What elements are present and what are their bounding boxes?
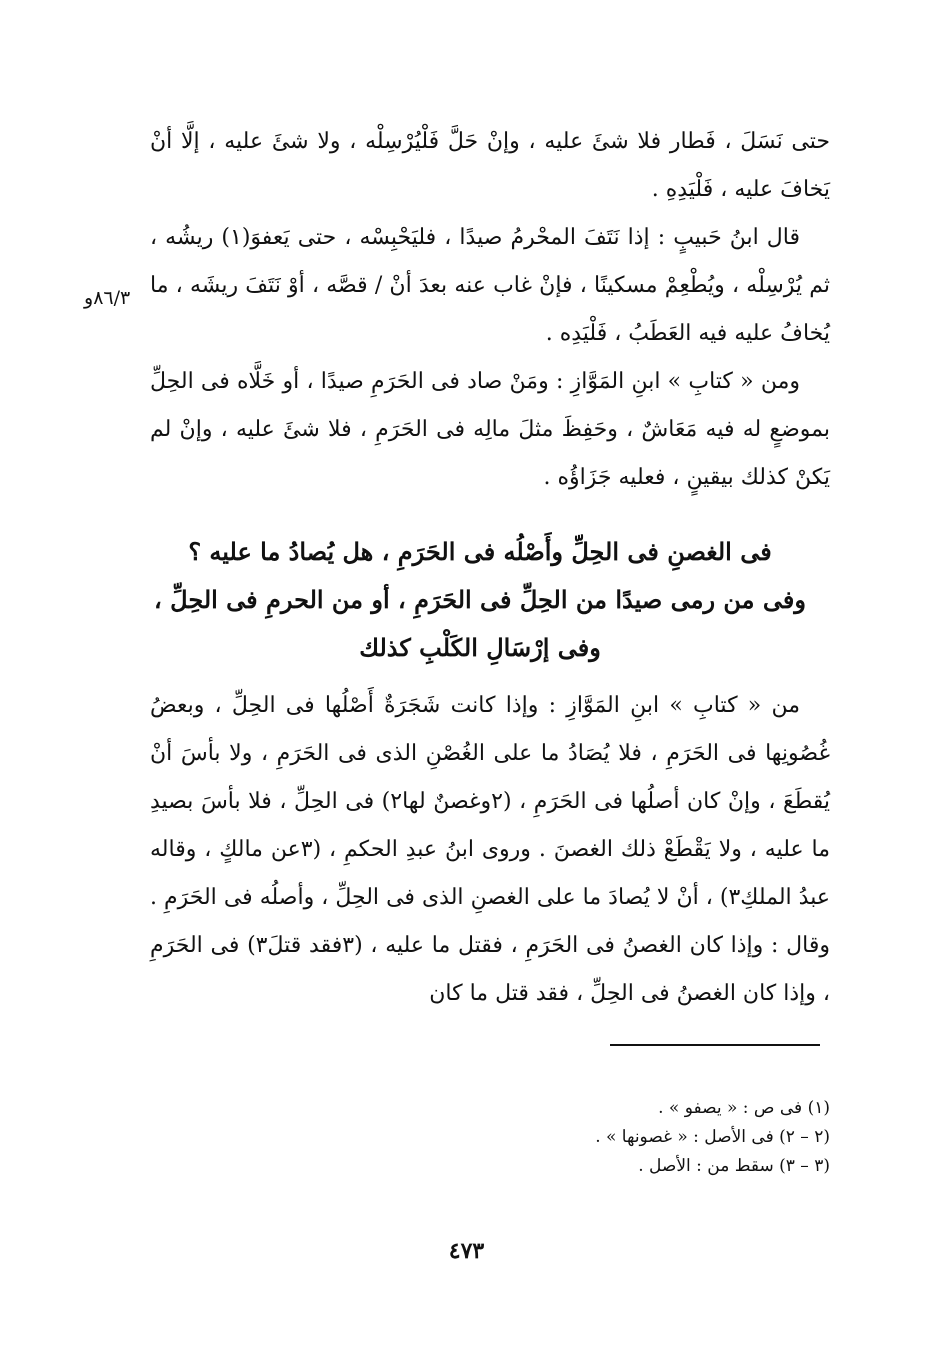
footnotes <box>450 1094 830 1181</box>
paragraph-2: قال ابنُ حَبيبٍ : إذا نَتَفَ المحْرمُ صيدًا ، فليَحْبِسْه ، حتى يَعفوَ(١) ريشُه ، ثم يُرْسِلْه ، ويُطْعِمْ مسكينًا ، فإنْ غاب عنه بعدَ أنْ / قصَّه ، أوْ نَتَفَ ريشَه ، ما يُخافُ عليه فيه العَطَبُ ، فَلْيَدِه . <box>150 225 830 346</box>
body-text-bottom <box>150 682 830 1018</box>
body-text-top <box>150 118 830 502</box>
paragraph-4: من « كتابِ » ابنِ المَوَّازِ : وإذا كانت شَجَرَةٌ أَصْلُها فى الحِلِّ ، وبعضُ غُصُونِها فى الحَرَمِ ، فلا يُصَادُ ما على الغُصْنِ الذى فى الحَرَمِ ، ولا بأسَ أنْ يُقطَعَ ، وإنْ كان أصلُها فى الحَرَمِ ، (٢وغصنٌ لها٢) فى الحِلِّ ، فلا بأسَ بصيدِ ما عليه ، ولا يَقْطَعْ ذلك الغصنَ . وروى ابنُ عبدِ الحكمِ ، (٣عن مالكٍ ، وقاله عبدُ الملكِ٣) ، أنْ لا يُصادَ ما على الغصنِ الذى فى الحِلِّ ، وأصلُه فى الحَرَمِ . وقال : وإذا كان الغصنُ فى الحَرَمِ ، فقتل ما عليه ، (٣فقد قتلَ٣) فى الحَرَمِ ، وإذا كان الغصنُ فى الحِلِّ ، فقد قتل ما كان <box>150 693 830 1006</box>
margin-folio-note: ٨٦/٣و <box>84 287 131 309</box>
heading-line-3: وفى إرْسَالِ الكَلْبِ كذلك <box>359 633 601 662</box>
heading-line-1: فى الغصنِ فى الحِلِّ وأَصْلُه فى الحَرَمِ ، هل يُصادُ ما عليه ؟ <box>188 537 772 566</box>
footnote-3: (٣ – ٣) سقط من : الأصل . <box>638 1156 830 1176</box>
footnote-2: (٢ – ٢) فى الأصل : « غصونها » . <box>595 1127 830 1147</box>
section-heading <box>130 528 830 672</box>
paragraph-3: ومن « كتابِ » ابنِ المَوَّازِ : ومَنْ صاد فى الحَرَمِ صيدًا ، أو خَلَّاه فى الحِلِّ بموضعٍ له فيه مَعَاشٌ ، وحَفِظَ مثلَ مالِه فى الحَرَمِ ، فلا شئَ عليه ، وإنْ لم يَكنْ كذلك بيقينٍ ، فعليه جَزَاؤُه . <box>150 369 830 490</box>
page-number: ٤٧٣ <box>448 1238 485 1264</box>
heading-line-2: وفى من رمى صيدًا من الحِلِّ فى الحَرَمِ ، أو من الحرمِ فى الحِلِّ ، <box>154 585 806 614</box>
paragraph-1: حتى نَسَلَ ، فَطار فلا شئَ عليه ، وإنْ حَلَّ فَلْيُرْسِلْه ، ولا شئَ عليه ، إلَّا أنْ يَخافَ عليه ، فَلْيَدِهِ . <box>150 129 830 202</box>
footnote-1: (١) فى ص : « يصفو » . <box>658 1098 830 1118</box>
footnote-separator <box>610 1044 820 1046</box>
